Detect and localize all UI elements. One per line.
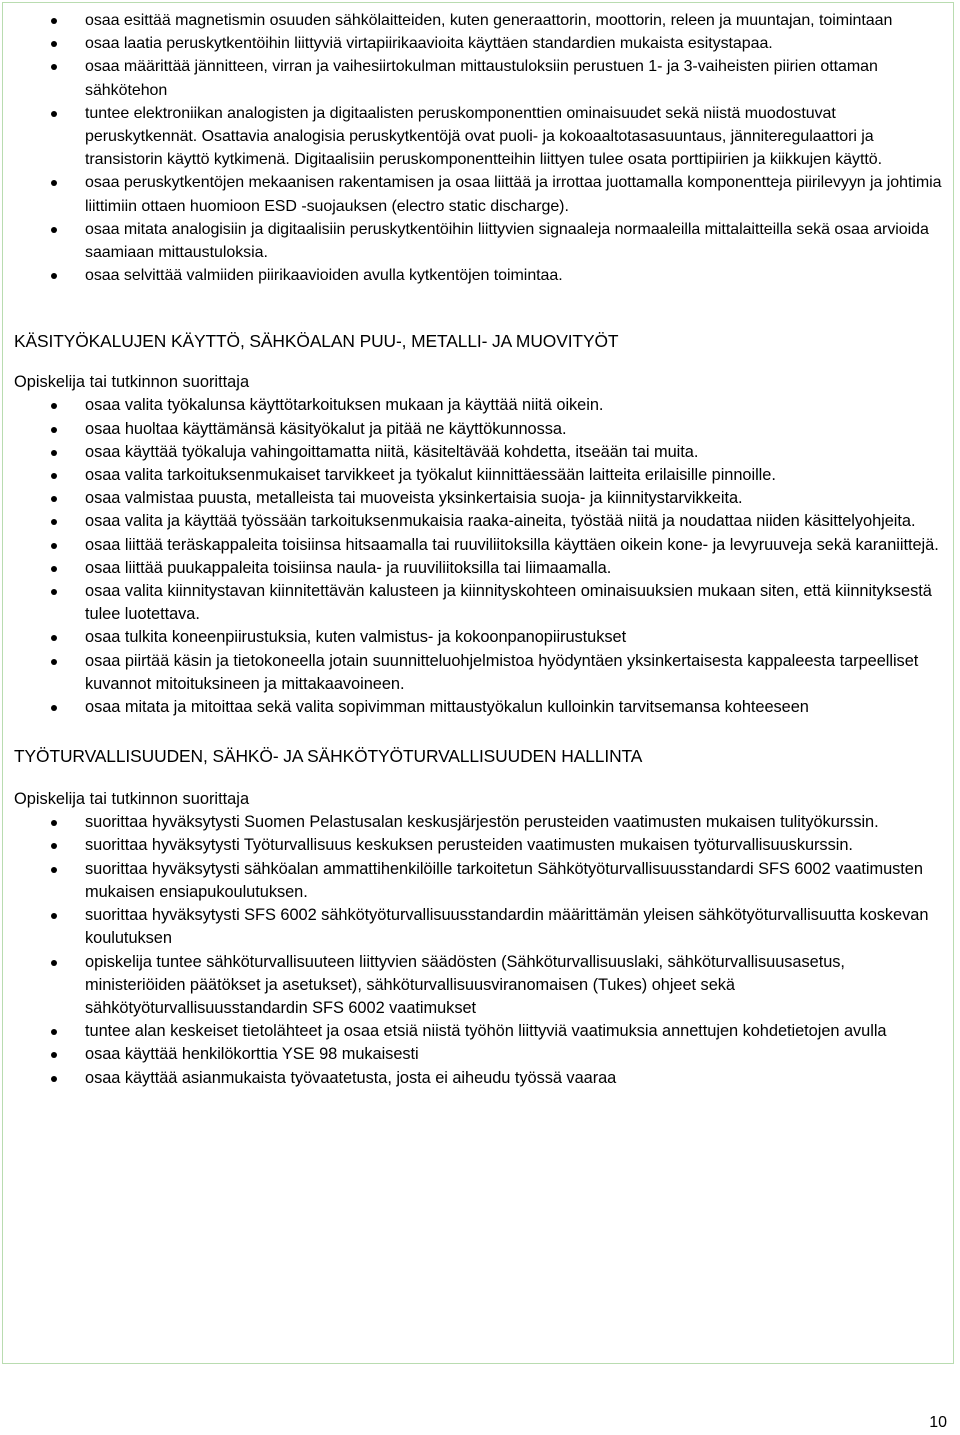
competence-list-hand-tools — [14, 394, 946, 719]
list-item: osaa valita työkalunsa käyttötarkoituksen mukaan ja käyttää niitä oikein. — [14, 394, 946, 417]
list-item: osaa selvittää valmiiden piirikaavioiden avulla kytkentöjen toimintaa. — [14, 264, 946, 287]
list-item: suorittaa hyväksytysti Työturvallisuus keskuksen perusteiden vaatimusten mukaisen työturvallisuuskurssin. — [14, 834, 946, 857]
bullet-icon — [51, 589, 57, 595]
list-item: osaa valmistaa puusta, metalleista tai muoveista yksinkertaisia suoja- ja kiinnitystarvikkeita. — [14, 487, 946, 510]
bullet-icon — [51, 960, 57, 966]
list-item: osaa määrittää jännitteen, virran ja vaihesiirtokulman mittaustuloksiin perustuen 1- ja 3-vaiheisten piirien ottaman sähkötehon — [14, 55, 946, 101]
list-item: osaa mitata analogisiin ja digitaalisiin peruskytkentöihin liittyvien signaaleja normaaleilla mittalaitteilla sekä osaa arvioida saamiaan mittaustuloksia. — [14, 218, 946, 264]
competence-list-electronics — [14, 9, 946, 287]
list-item: osaa peruskytkentöjen mekaanisen rakentamisen ja osaa liittää ja irrottaa juottamalla komponentteja piirilevyyn ja johtimia liittimiin ottaen huomioon ESD -suojauksen (electro static discharge). — [14, 171, 946, 217]
bullet-icon — [51, 543, 57, 549]
list-item: osaa liittää puukappaleita toisiinsa naula- ja ruuviliitoksilla tai liimaamalla. — [14, 557, 946, 580]
list-item: opiskelija tuntee sähköturvallisuuteen liittyvien säädösten (Sähköturvallisuuslaki, sähköturvallisuusasetus, ministeriöiden päätökset ja asetukset), sähköturvallisuusviranomaisen (Tukes) ohjeet sekä sähkötyöturvallisuusstandardin SFS 6002 vaatimukset — [14, 951, 946, 1021]
page-number: 10 — [929, 1414, 947, 1431]
section-title-hand-tools: KÄSITYÖKALUJEN KÄYTTÖ, SÄHKÖALAN PUU-, METALLI- JA MUOVITYÖT — [14, 331, 619, 352]
bullet-icon — [51, 867, 57, 873]
list-item: osaa laatia peruskytkentöihin liittyviä virtapiirikaavioita käyttäen standardien mukaista esitystapaa. — [14, 32, 946, 55]
competence-list-safety — [14, 811, 946, 1089]
list-item: osaa käyttää asianmukaista työvaatetusta, josta ei aiheudu työssä vaaraa — [14, 1067, 946, 1090]
bullet-icon — [51, 705, 57, 711]
list-item: osaa käyttää työkaluja vahingoittamatta niitä, käsiteltävää kohdetta, itseään tai muita. — [14, 441, 946, 464]
list-item: osaa valita tarkoituksenmukaiset tarvikkeet ja työkalut kiinnittäessään laitteita erilaisille pinnoille. — [14, 464, 946, 487]
bullet-icon — [51, 450, 57, 456]
list-item: suorittaa hyväksytysti SFS 6002 sähkötyöturvallisuusstandardin määrittämän yleisen sähkötyöturvallisuutta koskevan koulutuksen — [14, 904, 946, 950]
bullet-icon — [51, 913, 57, 919]
list-item: osaa mitata ja mitoittaa sekä valita sopivimman mittaustyökalun kulloinkin tarvitsemansa kohteeseen — [14, 696, 946, 719]
section-title-safety: TYÖTURVALLISUUDEN, SÄHKÖ- JA SÄHKÖTYÖTURVALLISUUDEN HALLINTA — [14, 746, 643, 767]
bullet-icon — [51, 1076, 57, 1082]
bullet-icon — [51, 1052, 57, 1058]
bullet-icon — [51, 403, 57, 409]
list-item: tuntee alan keskeiset tietolähteet ja osaa etsiä niistä työhön liittyviä vaatimuksia annettujen kohdetietojen avulla — [14, 1020, 946, 1043]
list-item: tuntee elektroniikan analogisten ja digitaalisten peruskomponenttien ominaisuudet sekä niistä muodostuvat peruskytkennät. Osattavia analogisia peruskytkentöjä ovat puoli- ja kokoaaltotasasuuntaus, jänniteregulaattori ja transistorin käyttö kytkimenä. Digitaalisiin peruskomponentteihin liittyen tulee osata porttipiirien ja kiikkujen käyttö. — [14, 102, 946, 172]
bullet-icon — [51, 18, 57, 24]
bullet-icon — [51, 180, 57, 186]
section-intro: Opiskelija tai tutkinnon suorittaja — [14, 373, 250, 392]
bullet-icon — [51, 843, 57, 849]
list-item: osaa huoltaa käyttämänsä käsityökalut ja pitää ne käyttökunnossa. — [14, 418, 946, 441]
list-item: suorittaa hyväksytysti Suomen Pelastusalan keskusjärjestön perusteiden vaatimusten mukaisen tulityökurssin. — [14, 811, 946, 834]
section-intro: Opiskelija tai tutkinnon suorittaja — [14, 790, 250, 809]
bullet-icon — [51, 820, 57, 826]
list-item: osaa valita ja käyttää työssään tarkoituksenmukaisia raaka-aineita, työstää niitä ja noudattaa niiden käsittelyohjeita. — [14, 510, 946, 533]
list-item: osaa esittää magnetismin osuuden sähkölaitteiden, kuten generaattorin, moottorin, releen ja muuntajan, toimintaan — [14, 9, 946, 32]
bullet-icon — [51, 64, 57, 70]
bullet-icon — [51, 1029, 57, 1035]
bullet-icon — [51, 496, 57, 502]
bullet-icon — [51, 659, 57, 665]
bullet-icon — [51, 227, 57, 233]
bullet-icon — [51, 635, 57, 641]
bullet-icon — [51, 473, 57, 479]
list-item: suorittaa hyväksytysti sähköalan ammattihenkilöille tarkoitetun Sähkötyöturvallisuusstandardi SFS 6002 vaatimusten mukaisen ensiapukoulutuksen. — [14, 858, 946, 904]
bullet-icon — [51, 41, 57, 47]
bullet-icon — [51, 566, 57, 572]
bullet-icon — [51, 427, 57, 433]
bullet-icon — [51, 273, 57, 279]
list-item: osaa piirtää käsin ja tietokoneella jotain suunnitteluohjelmistoa hyödyntäen yksinkertaisesta kappaleesta tarpeelliset kuvannot mitoituksineen ja mittakaavoineen. — [14, 650, 946, 696]
bullet-icon — [51, 111, 57, 117]
document-body — [14, 9, 946, 1090]
bullet-icon — [51, 519, 57, 525]
list-item: osaa valita kiinnitystavan kiinnitettävän kalusteen ja kiinnityskohteen ominaisuuksien mukaan siten, että kiinnityksestä tulee luotettava. — [14, 580, 946, 626]
list-item: osaa käyttää henkilökorttia YSE 98 mukaisesti — [14, 1043, 946, 1066]
list-item: osaa tulkita koneenpiirustuksia, kuten valmistus- ja kokoonpanopiirustukset — [14, 626, 946, 649]
list-item: osaa liittää teräskappaleita toisiinsa hitsaamalla tai ruuviliitoksilla käyttäen oikein kone- ja levyruuveja sekä karaniittejä. — [14, 534, 946, 557]
